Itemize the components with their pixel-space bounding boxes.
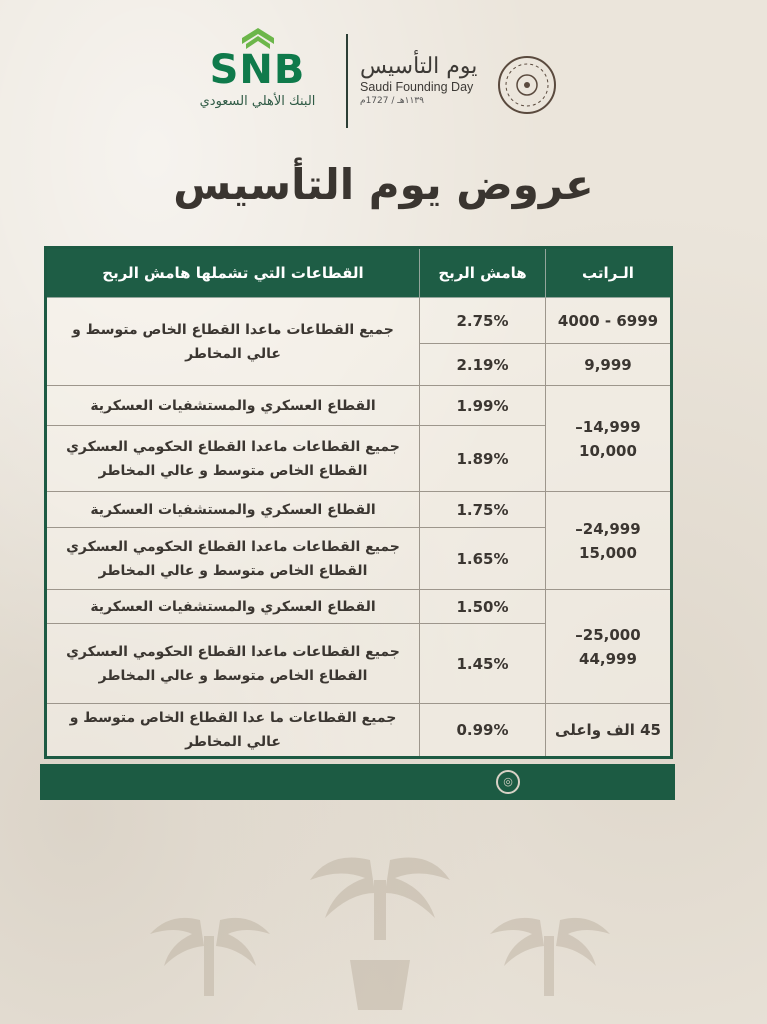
table-row [46, 386, 672, 426]
table-row [46, 704, 672, 758]
margin-cell: 1.99% [420, 386, 546, 426]
salary-range: –14,999 10,000 [575, 417, 641, 460]
table-row [46, 590, 672, 624]
margin-cell: 0.99% [420, 704, 546, 758]
margin-cell: 1.45% [420, 624, 546, 704]
sector-cell: القطاع العسكري والمستشفيات العسكرية [46, 590, 420, 624]
salary-cell [546, 492, 672, 590]
sector-cell: جميع القطاعات ماعدا القطاع الخاص متوسط و عالي المخاطر [46, 298, 420, 386]
salary-cell: 4000 - 6999 [546, 298, 672, 344]
snb-wordmark: SNB [209, 47, 306, 93]
footer-band [40, 764, 675, 800]
offers-table [44, 246, 673, 759]
snb-chevron-icon [238, 28, 278, 50]
sector-cell: جميع القطاعات ما عدا القطاع الخاص متوسط و عالي المخاطر [46, 704, 420, 758]
margin-cell: 1.50% [420, 590, 546, 624]
margin-cell: 1.75% [420, 492, 546, 528]
margin-cell: 2.75% [420, 298, 546, 344]
founding-day-logo [360, 56, 500, 106]
header-margin: هامش الربح [420, 248, 546, 298]
founding-day-english: Saudi Founding Day [360, 80, 474, 94]
sector-cell: جميع القطاعات ماعدا القطاع الحكومي العسكري القطاع الخاص متوسط و عالي المخاطر [46, 426, 420, 492]
sector-cell: جميع القطاعات ماعدا القطاع الحكومي العسكري القطاع الخاص متوسط و عالي المخاطر [46, 624, 420, 704]
logo-divider [346, 34, 348, 128]
salary-range: –24,999 15,000 [575, 519, 641, 562]
margin-cell: 2.19% [420, 344, 546, 386]
salary-cell [546, 590, 672, 704]
table-header-row [46, 248, 672, 298]
salary-cell: 45 الف واعلى [546, 704, 672, 758]
margin-cell: 1.65% [420, 528, 546, 590]
sector-cell: جميع القطاعات ماعدا القطاع الحكومي العسكري القطاع الخاص متوسط و عالي المخاطر [46, 528, 420, 590]
palm-decoration-icon [140, 840, 620, 1024]
snb-logo [185, 28, 330, 109]
founding-emblem-small-icon: ◎ [496, 770, 520, 794]
founding-emblem-icon [498, 56, 556, 114]
founding-day-arabic: يوم التأسيس [360, 54, 478, 79]
salary-cell [546, 386, 672, 492]
header-salary: الـراتب [546, 248, 672, 298]
sector-cell: القطاع العسكري والمستشفيات العسكرية [46, 492, 420, 528]
table-row [46, 492, 672, 528]
table-row [46, 298, 672, 344]
sector-cell: القطاع العسكري والمستشفيات العسكرية [46, 386, 420, 426]
margin-cell: 1.89% [420, 426, 546, 492]
founding-day-years: ١١٣٩هـ / 1727م [360, 96, 424, 106]
page-title: عروض يوم التأسيس [173, 160, 594, 209]
snb-arabic-name: البنك الأهلي السعودي [199, 94, 316, 109]
salary-cell: 9,999 [546, 344, 672, 386]
salary-range: –25,000 44,999 [575, 625, 641, 668]
header-sector: القطاعات التي تشملها هامش الربح [46, 248, 420, 298]
